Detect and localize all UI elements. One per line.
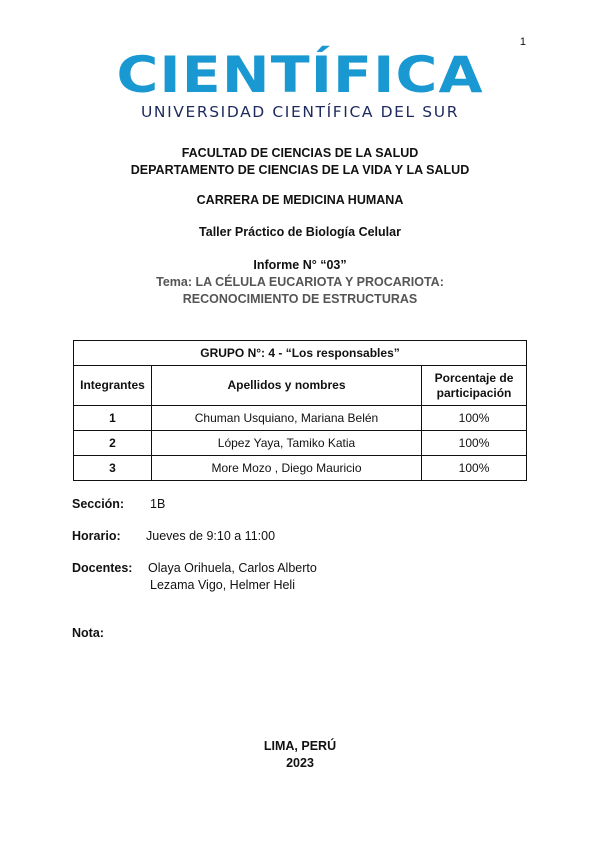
schedule-value: Jueves de 9:10 a 11:00 xyxy=(146,529,276,543)
teacher-name: Olaya Orihuela, Carlos Alberto xyxy=(148,561,317,575)
note-label: Nota: xyxy=(72,626,104,640)
page-number: 1 xyxy=(519,36,526,48)
member-percentage: 100% xyxy=(422,406,527,431)
table-row xyxy=(74,431,527,456)
table-row xyxy=(74,406,527,431)
faculty-header xyxy=(0,145,600,179)
schedule-label: Horario: xyxy=(72,529,121,543)
report-number: Informe N° “03” xyxy=(253,258,347,272)
member-number: 2 xyxy=(74,431,152,456)
table-row xyxy=(74,456,527,481)
teachers-label: Docentes: xyxy=(72,561,133,575)
member-number: 3 xyxy=(74,456,152,481)
report-block xyxy=(0,257,600,308)
member-name: More Mozo , Diego Mauricio xyxy=(151,456,421,481)
footer-place: LIMA, PERÚ xyxy=(263,739,337,753)
logo-wordmark: CIENTÍFICA xyxy=(116,46,484,104)
section-label: Sección: xyxy=(72,497,125,511)
group-table xyxy=(73,340,527,481)
footer-year: 2023 xyxy=(286,756,314,770)
member-percentage: 100% xyxy=(422,431,527,456)
teacher-name: Lezama Vigo, Helmer Heli xyxy=(150,578,295,592)
member-name: López Yaya, Tamiko Katia xyxy=(151,431,421,456)
column-header: Porcentaje de participación xyxy=(422,366,527,406)
footer xyxy=(0,738,600,772)
group-title: GRUPO N°: 4 - “Los responsables” xyxy=(74,341,527,366)
faculty-name: FACULTAD DE CIENCIAS DE LA SALUD xyxy=(181,146,419,160)
column-header: Integrantes xyxy=(74,366,152,406)
career-name: CARRERA DE MEDICINA HUMANA xyxy=(196,193,404,207)
workshop-name: Taller Práctico de Biología Celular xyxy=(199,225,401,239)
department-name: DEPARTAMENTO DE CIENCIAS DE LA VIDA Y LA SALUD xyxy=(130,163,470,177)
report-topic: Tema: LA CÉLULA EUCARIOTA Y PROCARIOTA: RECONOCIMIENTO DE ESTRUCTURAS xyxy=(156,275,444,306)
member-name: Chuman Usquiano, Mariana Belén xyxy=(151,406,421,431)
member-number: 1 xyxy=(74,406,152,431)
logo-subtitle: UNIVERSIDAD CIENTÍFICA DEL SUR xyxy=(140,103,460,121)
university-logo xyxy=(0,46,600,121)
section-value: 1B xyxy=(150,497,166,511)
member-percentage: 100% xyxy=(422,456,527,481)
column-header: Apellidos y nombres xyxy=(151,366,421,406)
